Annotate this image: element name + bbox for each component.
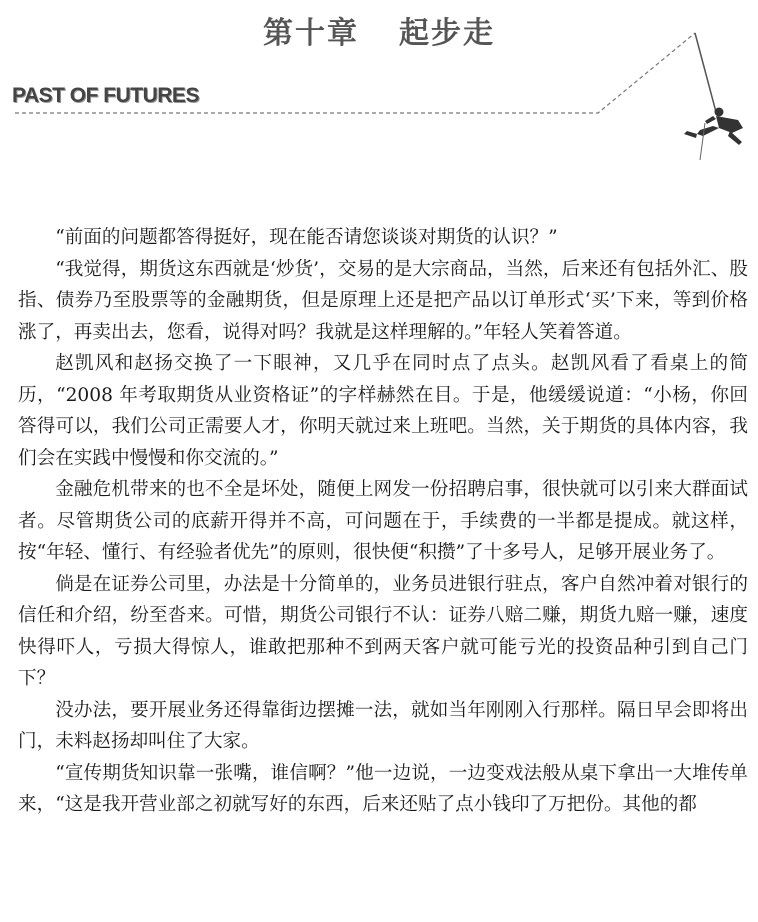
paragraph: 倘是在证券公司里，办法是十分简单的，业务员进银行驻点，客户自然冲着对银行的信任和介绍，纷至沓来。可惜，期货公司银行不认：证券八赔二赚，期货九赔一赚，速度快得吓人，亏损大得惊人，谁敢把那种不到两天客户就可能亏光的投资品种引到自己门下？ — [18, 573, 748, 689]
paragraph: “我觉得，期货这东西就是‘炒货’，交易的是大宗商品，当然，后来还有包括外汇、股指、债券乃至股票等的金融期货，但是原理上还是把产品以订单形式‘买’下来，等到价格涨了，再卖出去，您看，说得对吗？我就是这样理解的。”年轻人笑着答道。 — [18, 258, 748, 343]
chapter-name: 起步走 — [399, 16, 495, 51]
dashed-rope-line — [15, 33, 695, 113]
chapter-body — [18, 222, 748, 821]
paragraph: 没办法，要开展业务还得靠街边摆摊一法，就如当年刚刚入行那样。隔日早会即将出门，未料赵扬却叫住了大家。 — [18, 699, 748, 752]
paragraph: “宣传期货知识靠一张嘴，谁信啊？”他一边说，一边变戏法般从桌下拿出一大堆传单来，“这是我开营业部之初就写好的东西，后来还贴了点小钱印了万把份。其他的都 — [18, 762, 748, 815]
chapter-number: 第十章 — [263, 16, 359, 51]
paragraph: 金融危机带来的也不全是坏处，随便上网发一份招聘启事，很快就可以引来大群面试者。尽管期货公司的底薪开得并不高，可问题在于，手续费的一半都是提成。就这样，按“年轻、懂行、有经验者优先”的原则，很快便“积攒”了十多号人，足够开展业务了。 — [18, 479, 748, 563]
climber-icon — [684, 108, 743, 146]
dangling-rope — [700, 123, 705, 160]
climber-rope-decoration — [0, 0, 758, 180]
hanging-rope — [695, 33, 716, 112]
paragraph: 赵凯风和赵扬交换了一下眼神，又几乎在同时点了点头。赵凯风看了看桌上的简历，“2008 年考取期货从业资格证”的字样赫然在目。于是，他缓缓说道：“小杨，你回答得可以，我们公司正需要人才，你明天就过来上班吧。当然，关于期货的具体内容，我们会在实践中慢慢和你交流的。” — [18, 353, 748, 469]
brand-label: PAST OF FUTURES — [12, 84, 199, 107]
paragraph: “前面的问题都答得挺好，现在能否请您谈谈对期货的认识？” — [55, 227, 558, 248]
